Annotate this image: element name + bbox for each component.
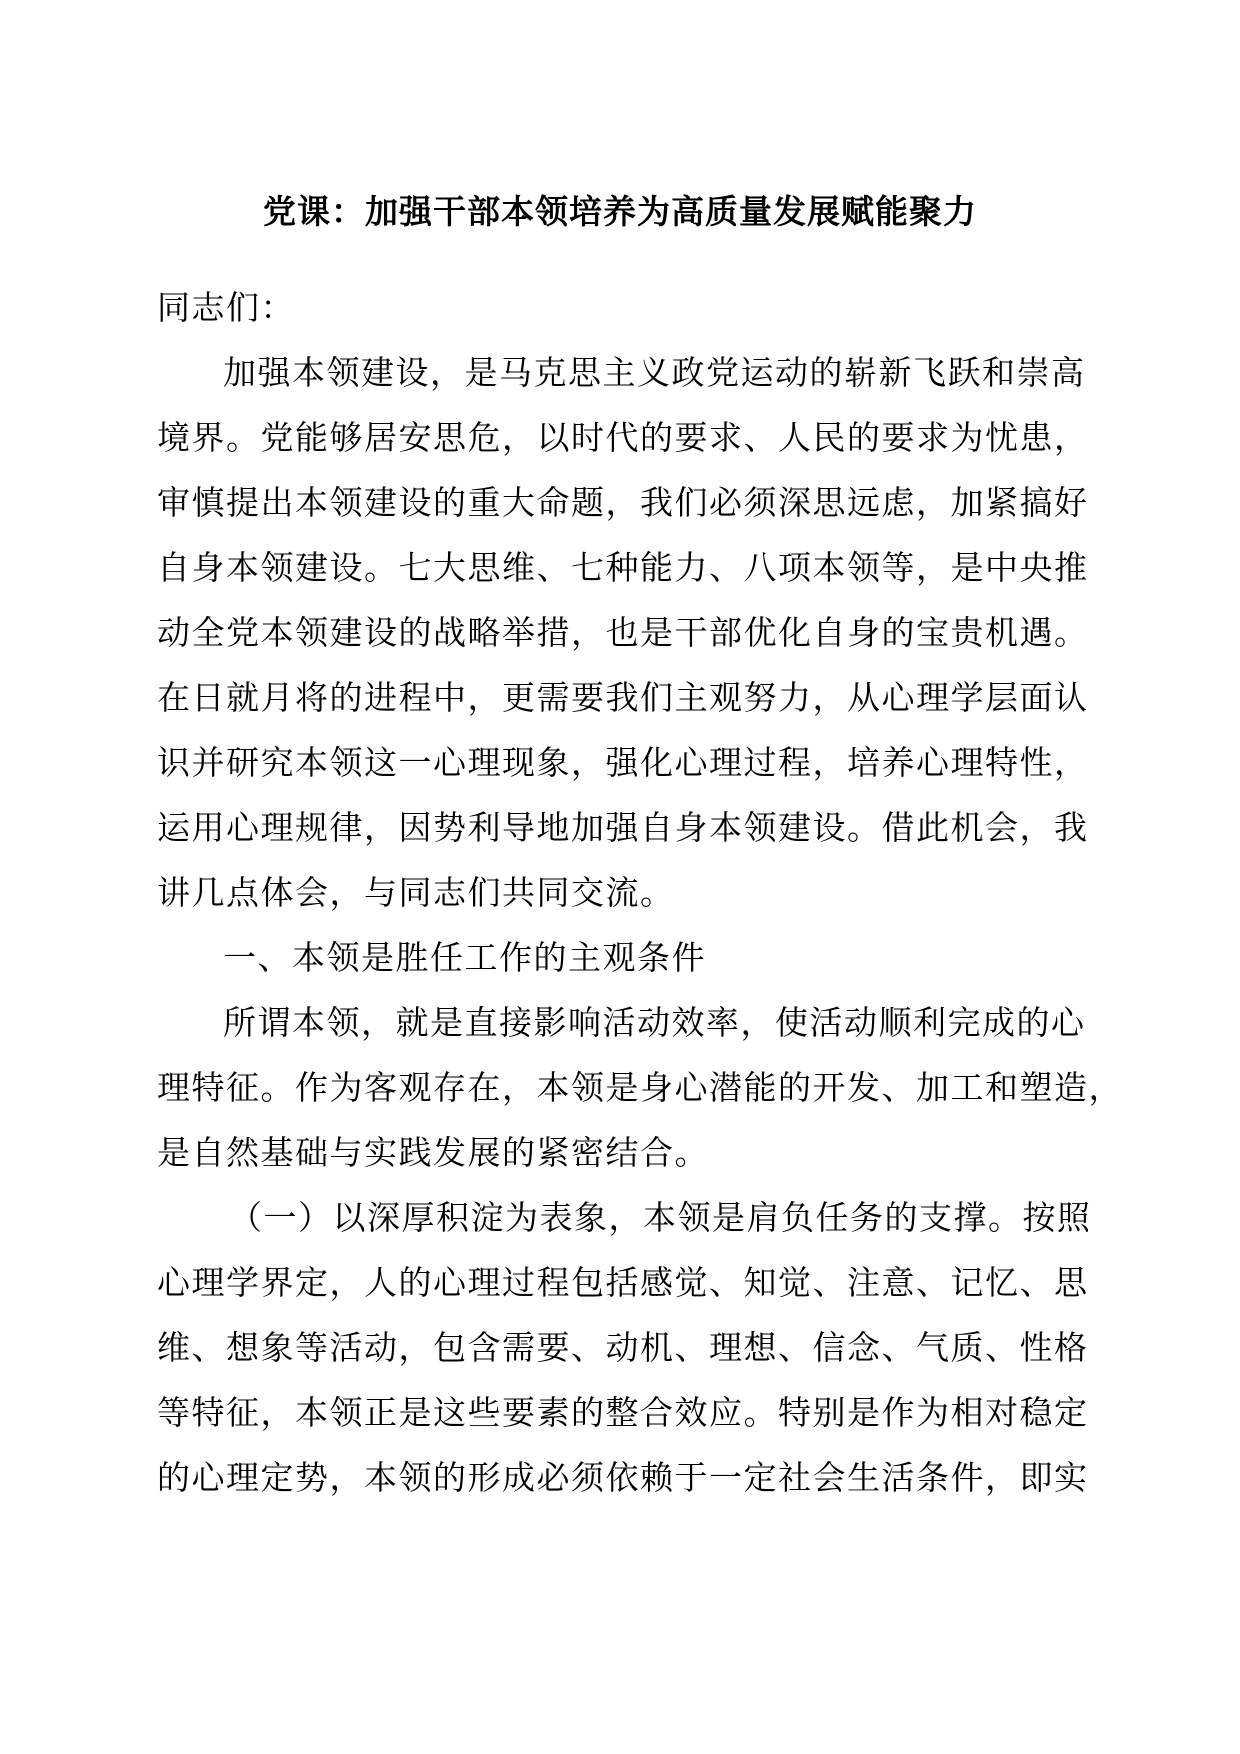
text-line: 是自然基础与实践发展的紧密结合。	[157, 1133, 709, 1172]
document-title: 党课：加强干部本领培养为高质量发展赋能聚力	[263, 192, 977, 231]
text-line: 在日就月将的进程中，更需要我们主观努力，从心理学层面认	[157, 678, 1089, 717]
text-line: 维、想象等活动，包含需要、动机、理想、信念、气质、性格	[157, 1328, 1089, 1367]
text-line: 境界。党能够居安思危，以时代的要求、人民的要求为忧患，	[157, 418, 1089, 457]
text-line: 理特征。作为客观存在，本领是身心潜能的开发、加工和塑造，	[157, 1068, 1123, 1107]
text-line: 识并研究本领这一心理现象，强化心理过程，培养心理特性，	[157, 743, 1089, 782]
text-line: （一）以深厚积淀为表象，本领是肩负任务的支撑。按照	[229, 1198, 1092, 1237]
section-heading-1	[157, 925, 1057, 990]
paragraph-definition	[157, 990, 1123, 1185]
text-line: 动全党本领建设的战略举措，也是干部优化自身的宝贵机遇。	[157, 613, 1089, 652]
text-line: 等特征，本领正是这些要素的整合效应。特别是作为相对稳定	[157, 1393, 1089, 1432]
text-line: 讲几点体会，与同志们共同交流。	[157, 873, 675, 912]
document-body	[157, 275, 1123, 1510]
text-line: 所谓本领，就是直接影响活动效率，使活动顺利完成的心	[223, 1003, 1086, 1042]
paragraph-subsection-1	[157, 1185, 1092, 1510]
text-line: 自身本领建设。七大思维、七种能力、八项本领等，是中央推	[157, 548, 1089, 587]
text-line: 加强本领建设，是马克思主义政党运动的崭新飞跃和崇高	[223, 353, 1086, 392]
text-line: 心理学界定，人的心理过程包括感觉、知觉、注意、记忆、思	[157, 1263, 1089, 1302]
text-line: 审慎提出本领建设的重大命题，我们必须深思远虑，加紧搞好	[157, 483, 1089, 522]
text-line: 的心理定势，本领的形成必须依赖于一定社会生活条件，即实	[157, 1458, 1089, 1497]
salutation: 同志们：	[157, 288, 295, 327]
section-heading: 一、本领是胜任工作的主观条件	[223, 938, 706, 977]
paragraph-intro	[157, 340, 1089, 925]
text-line: 运用心理规律，因势利导地加强自身本领建设。借此机会，我	[157, 808, 1089, 847]
